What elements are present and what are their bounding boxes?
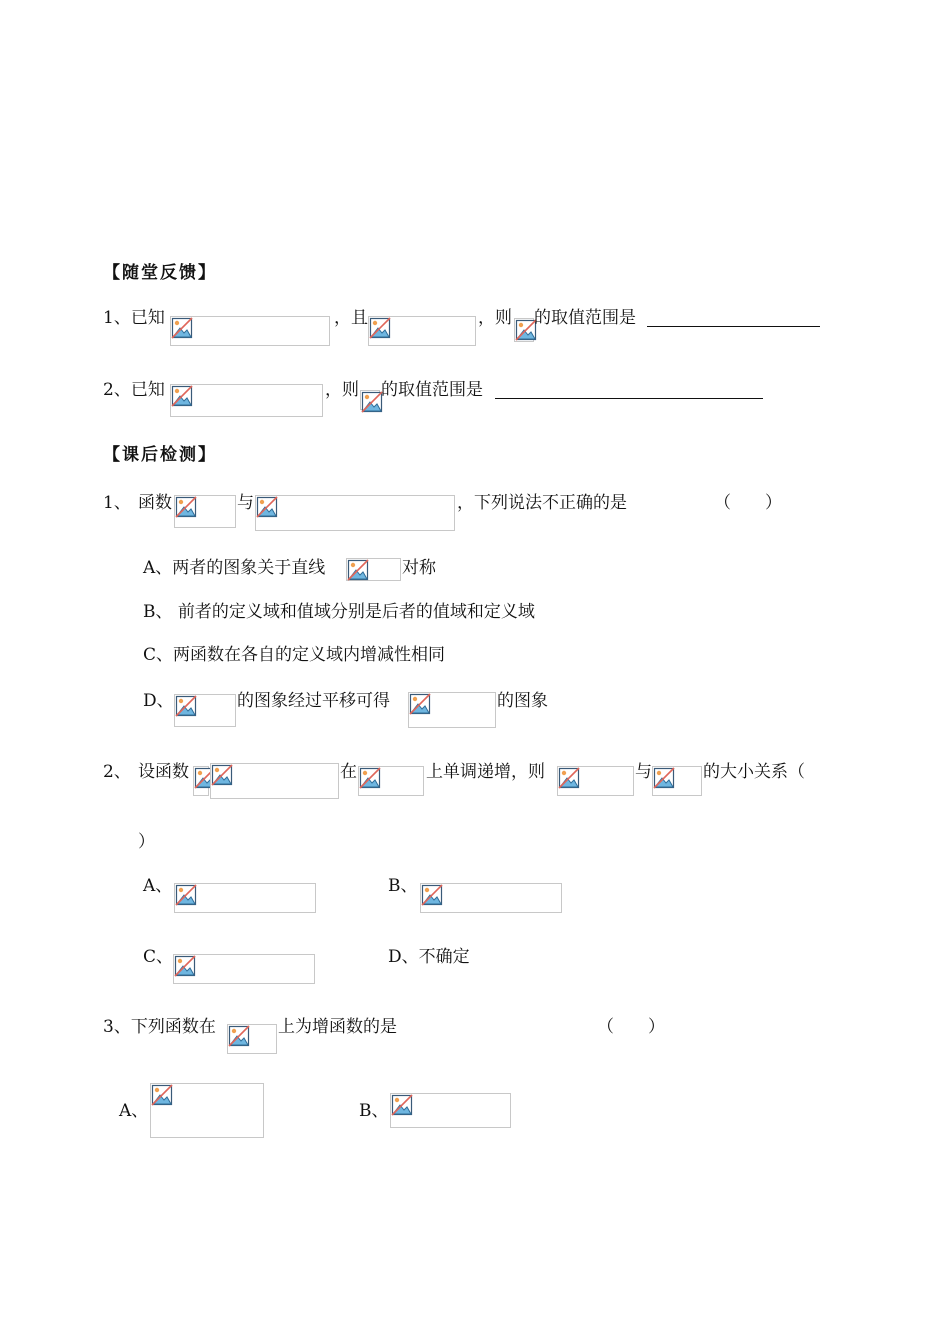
question-number: 1、 xyxy=(103,493,131,513)
question-number: 2、 xyxy=(103,762,131,782)
formula-image xyxy=(514,318,534,342)
question-text: ） xyxy=(138,832,155,852)
formula-image xyxy=(360,390,380,410)
section-title-feedback: 【随堂反馈】 xyxy=(103,263,217,283)
option-d-text: 的图象经过平移可得 xyxy=(237,691,390,711)
answer-paren[interactable]: （ ） xyxy=(597,1017,665,1037)
formula-image xyxy=(408,692,496,728)
formula-image xyxy=(358,766,424,796)
question-number: 2、 xyxy=(103,380,131,400)
s2-q3-prefix xyxy=(103,1017,216,1037)
question-text: 上为增函数的是 xyxy=(278,1017,397,1037)
s1-q2-prefix xyxy=(103,380,165,400)
s1-q1-prefix xyxy=(103,308,165,328)
answer-blank[interactable] xyxy=(647,326,820,327)
formula-image xyxy=(652,766,702,796)
formula-image xyxy=(170,316,330,346)
formula-image xyxy=(227,1024,277,1054)
question-text: ，则 xyxy=(478,308,512,328)
option-d-label: D、 xyxy=(143,691,174,711)
formula-image xyxy=(557,766,634,796)
question-text: 与 xyxy=(237,493,254,513)
formula-image xyxy=(174,883,316,913)
question-text: 的取值范围是 xyxy=(534,308,636,328)
option-d-text: D、不确定 xyxy=(388,947,470,967)
formula-image xyxy=(193,766,209,796)
formula-image xyxy=(420,883,562,913)
option-b-text: B、 前者的定义域和值域分别是后者的值域和定义域 xyxy=(143,602,535,622)
question-text: ，下列说法不正确的是 xyxy=(457,493,627,513)
option-c-label: C、 xyxy=(143,947,174,967)
option-a-label: A、 xyxy=(143,876,173,896)
formula-image xyxy=(368,316,476,346)
section-title-after-class: 【课后检测】 xyxy=(103,445,217,465)
question-text: 已知 xyxy=(130,380,165,400)
question-text: 在 xyxy=(340,762,357,782)
formula-image xyxy=(150,1083,264,1138)
formula-image xyxy=(255,495,455,531)
option-a-text: A、两者的图象关于直线 xyxy=(143,558,326,578)
formula-image xyxy=(173,954,315,984)
option-c-text: C、两函数在各自的定义域内增减性相同 xyxy=(143,645,446,665)
question-text: 下列函数在 xyxy=(130,1017,216,1037)
question-text: 的取值范围是 xyxy=(381,380,483,400)
formula-image xyxy=(174,495,236,528)
question-number: 3、 xyxy=(103,1017,131,1037)
question-text: 设函数 xyxy=(138,762,189,782)
answer-paren[interactable]: （ ） xyxy=(714,493,782,513)
question-text: 函数 xyxy=(138,493,172,513)
question-number: 1、 xyxy=(103,308,131,328)
formula-image xyxy=(346,558,401,581)
option-b-label: B、 xyxy=(359,1101,389,1121)
formula-image xyxy=(174,694,236,727)
question-text: 与 xyxy=(635,762,652,782)
question-text: ，且 xyxy=(334,308,368,328)
question-text: 上单调递增，则 xyxy=(426,762,545,782)
formula-image xyxy=(210,763,339,799)
option-d-text: 的图象 xyxy=(497,691,548,711)
formula-image xyxy=(390,1093,511,1128)
question-text: 已知 xyxy=(130,308,165,328)
question-text: 的大小关系（ xyxy=(703,762,805,782)
formula-image xyxy=(170,384,323,417)
option-a-label: A、 xyxy=(119,1101,149,1121)
option-b-label: B、 xyxy=(388,876,418,896)
option-a-text: 对称 xyxy=(402,558,436,578)
question-text: ，则 xyxy=(325,380,359,400)
answer-blank[interactable] xyxy=(495,398,763,399)
